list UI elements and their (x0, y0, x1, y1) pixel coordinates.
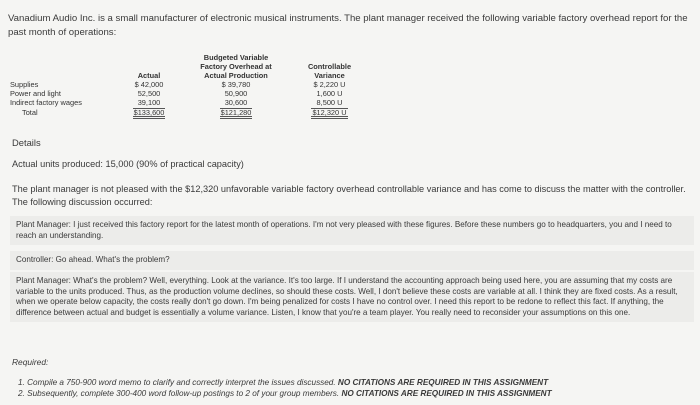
actual-column (128, 71, 170, 117)
manager-statement-1: Plant Manager: I just received this factory report for the latest month of operations. I'm not very pleased with these figures. Before these numbers go to headquarters, you and I need to reach an understanding. (10, 216, 694, 245)
variance-column (302, 62, 357, 117)
actual-header: Actual (137, 71, 161, 80)
variance-wages: 8,500 U (316, 98, 343, 108)
budget-power: 50,900 (224, 89, 248, 99)
variance-supplies: $ 2,220 U (313, 80, 346, 89)
row-label-total: Total (22, 107, 38, 117)
details-heading: Details (12, 137, 41, 148)
budget-column (195, 53, 277, 117)
budget-wages: 30,600 (224, 98, 248, 108)
variance-power: 1,600 U (316, 89, 343, 99)
required-list (18, 377, 552, 399)
manager-statement-2: Plant Manager: What's the problem? Well, everything. Look at the variance. It's too large. If I understand the accounting approach being used here, you are assuming that my costs are variable to the units produced. Thus, as the production volume declines, so should these costs. Well, I don't believe these costs are variable at all. I think they are fixed costs. As a result, when we operate below capacity, the costs really don't go down. I'm being penalized for costs I have no control over. I need this report to be redone to reflect this fact. If anything, the difference between actual and budget is essentially a volume variance. Listen, I know that you're a team player. You really need to reconsider your assumptions on this one. (10, 272, 694, 322)
actual-wages: 39,100 (137, 98, 161, 108)
intro-paragraph: Vanadium Audio Inc. is a small manufacturer of electronic musical instruments. The plant manager received the following variable factory overhead report for the past month of operations: (8, 13, 688, 38)
required-item-2: 2. Subsequently, complete 300-400 word follow-up postings to 2 of your group members. NO CITATIONS ARE REQUIRED IN THIS ASSIGNMENT (18, 389, 552, 398)
row-label-power: Power and light (10, 89, 61, 99)
budget-header-line-2: Factory Overhead at (200, 62, 272, 71)
units-produced-text: Actual units produced: 15,000 (90% of practical capacity) (12, 159, 244, 169)
budget-total: $121,280 (220, 107, 252, 117)
actual-power: 52,500 (137, 89, 161, 99)
budget-header-line-1: Budgeted Variable (203, 53, 269, 62)
table-row-labels (10, 80, 82, 117)
required-heading: Required: (12, 357, 49, 367)
controller-statement: Controller: Go ahead. What's the problem? (10, 251, 694, 270)
actual-supplies: $ 42,000 (134, 80, 164, 89)
budget-header-line-3: Actual Production (204, 71, 268, 80)
situation-text: The plant manager is not pleased with the $12,320 unfavorable variable factory overhead controllable variance and has come to discuss the matter with the controller. The following discussion occurred: (12, 184, 686, 207)
row-label-supplies: Supplies (10, 80, 39, 89)
row-label-wages: Indirect factory wages (10, 98, 82, 108)
budget-supplies: $ 39,780 (221, 80, 251, 89)
required-item-1: 1. Compile a 750-900 word memo to clarify and correctly interpret the issues discussed. NO CITATIONS ARE REQUIRED IN THIS ASSIGNMENT (18, 378, 549, 387)
variance-total: $12,320 U (312, 107, 347, 117)
variance-header-line-2: Variance (314, 71, 345, 80)
variance-header-line-1: Controllable (307, 62, 352, 71)
actual-total: $133,600 (133, 107, 165, 117)
